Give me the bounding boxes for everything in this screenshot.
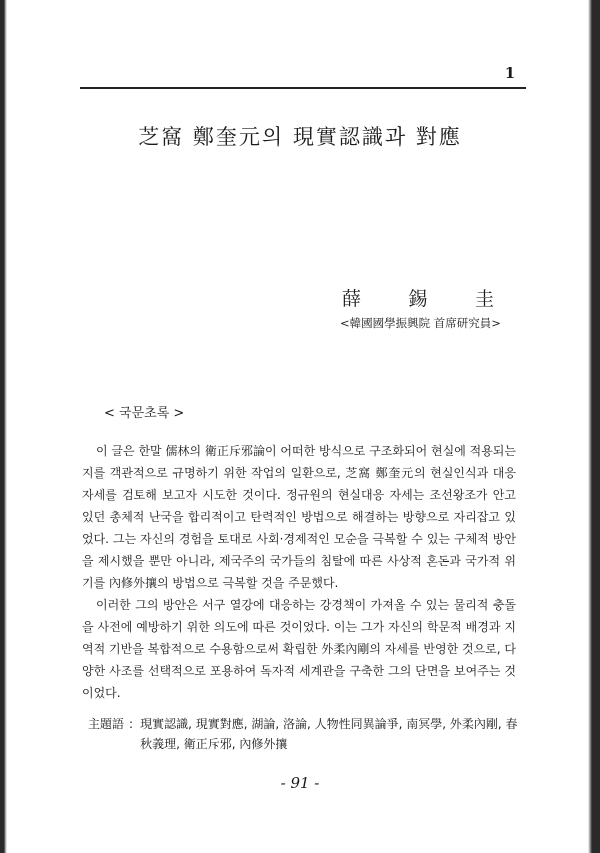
page-number: - 91 - <box>280 774 320 792</box>
scan-edge-right <box>588 0 600 853</box>
author-name <box>342 284 494 311</box>
header-rule <box>80 87 526 89</box>
author-char: 薛 <box>342 288 362 310</box>
abstract-paragraph: 이러한 그의 방안은 서구 열강에 대응하는 강경책이 가져올 수 있는 물리적 충돌을 사전에 예방하기 위한 의도에 따른 것이었다. 이는 그가 자신의 학문적 배경과 지역적 기반을 복합적으로 수용함으로써 확립한 外柔內剛의 자세를 반영한 것으로, 다양한 사조를 선택적으로 포용하여 독자적 세계관을 구축한 그의 단면을 보여주는 것이었다. <box>82 598 516 700</box>
scan-edge-left <box>0 0 7 853</box>
keywords-colon: : <box>129 717 134 731</box>
keywords <box>88 714 524 754</box>
keywords-label: 主題語 <box>88 717 125 731</box>
abstract-paragraph: 이 글은 한말 儒林의 衛正斥邪論이 어떠한 방식으로 구조화되어 현실에 적용되는지를 객관적으로 규명하기 위한 작업의 일환으로, 芝窩 鄭奎元의 현실인식과 대응자세를 검토해 보고자 시도한 것이다. 정규원의 현실대응 자세는 조선왕조가 안고 있던 총체적 난국을 합리적이고 탄력적인 방법으로 해결하는 방향으로 자리잡고 있었다. 그는 자신의 경험을 토대로 사회·경제적인 모순을 극복할 수 있는 구체적 방안을 제시했을 뿐만 아니라, 제국주의 국가들의 침탈에 따른 사상적 혼돈과 국가적 위기를 內修外攘의 방법으로 극복할 것을 주문했다. <box>82 444 516 590</box>
author-char: 錫 <box>408 288 428 310</box>
keywords-list: 現實認識, 現實對應, 湖論, 洛論, 人物性同異論爭, 南冥學, 外柔內剛, 春秋義理, 衛正斥邪, 內修外攘 <box>140 717 518 751</box>
author-affiliation: <韓國國學振興院 首席研究員> <box>340 316 501 330</box>
page-title: 芝窩 鄭奎元의 現實認識과 對應 <box>138 125 462 149</box>
chapter-number: 1 <box>504 64 516 82</box>
abstract-body <box>82 440 516 704</box>
abstract-heading: < 국문초록 > <box>104 406 185 421</box>
author-char: 圭 <box>474 288 494 310</box>
